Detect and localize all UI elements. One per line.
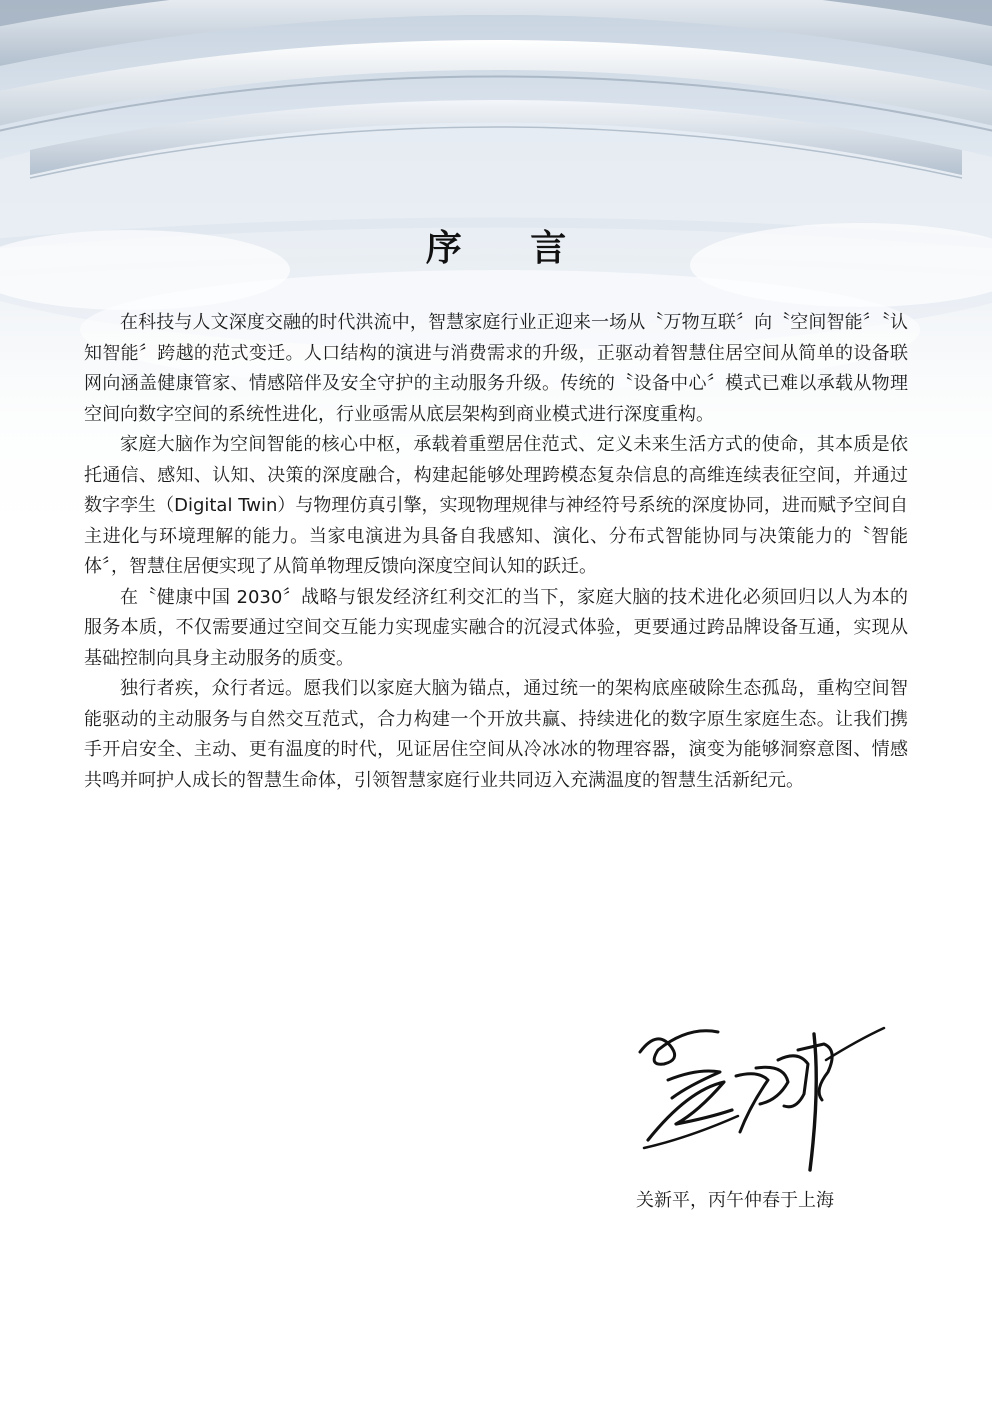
paragraph-2: 家庭大脑作为空间智能的核心中枢，承载着重塑居住范式、定义未来生活方式的使命，其本质是依托通信、感知、认知、决策的深度融合，构建起能够处理跨模态复杂信息的高维连续表征空间，并通过数字孪生（Digital Twin）与物理仿真引擎，实现物理规律与神经符号系统的深度协同，进而赋予空间自主进化与环境理解的能力。当家电演进为具备自我感知、演化、分布式智能协同与决策能力的〝智能体〞，智慧住居便实现了从简单物理反馈向深度空间认知的跃迁。 [84, 434, 908, 577]
signature-caption: 关新平，丙午仲春于上海 [636, 1190, 834, 1211]
preface-body [84, 308, 908, 796]
preface-title: 序 言 [425, 228, 595, 269]
handwritten-signature [628, 1020, 888, 1190]
paragraph-4: 独行者疾，众行者远。愿我们以家庭大脑为锚点，通过统一的架构底座破除生态孤岛，重构空间智能驱动的主动服务与自然交互范式，合力构建一个开放共赢、持续进化的数字原生家庭生态。让我们携手开启安全、主动、更有温度的时代，见证居住空间从冷冰冰的物理容器，演变为能够洞察意图、情感共鸣并呵护人成长的智慧生命体，引领智慧家庭行业共同迈入充满温度的智慧生活新纪元。 [84, 678, 908, 791]
paragraph-1: 在科技与人文深度交融的时代洪流中，智慧家庭行业正迎来一场从〝万物互联〞向〝空间智能〞〝认知智能〞跨越的范式变迁。人口结构的演进与消费需求的升级，正驱动着智慧住居空间从简单的设备联网向涵盖健康管家、情感陪伴及安全守护的主动服务升级。传统的〝设备中心〞模式已难以承载从物理空间向数字空间的系统性进化，行业亟需从底层架构到商业模式进行深度重构。 [84, 312, 908, 425]
paragraph-3: 在〝健康中国 2030〞战略与银发经济红利交汇的当下，家庭大脑的技术进化必须回归以人为本的服务本质，不仅需要通过空间交互能力实现虚实融合的沉浸式体验，更要通过跨品牌设备互通，实现从基础控制向具身主动服务的质变。 [84, 586, 908, 669]
